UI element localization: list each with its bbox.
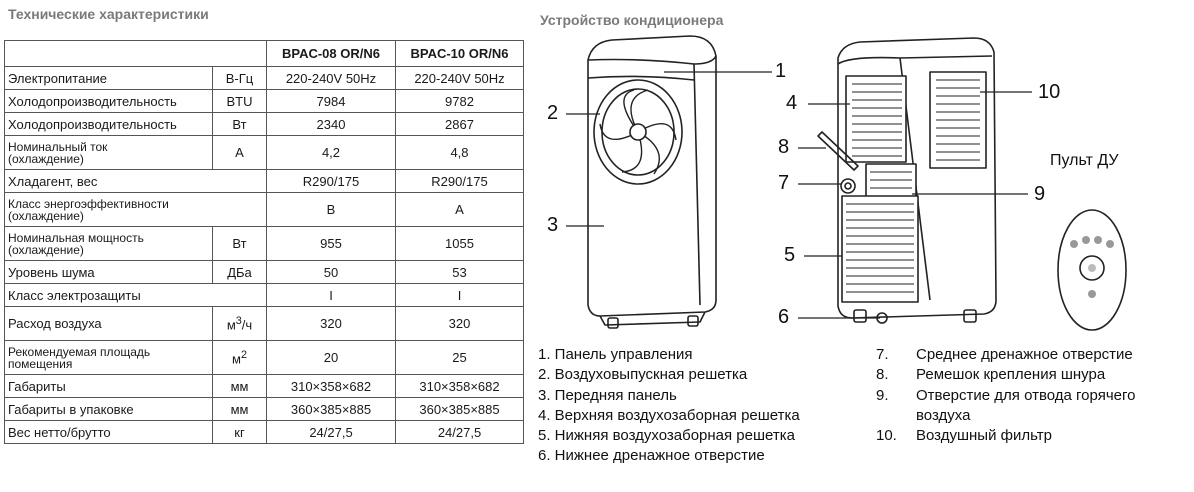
- value-cell: 20: [267, 341, 396, 375]
- callout-5: 5: [784, 244, 796, 266]
- param-cell: Холодопроизводительность: [5, 90, 213, 113]
- callout-10: 10: [1038, 81, 1061, 103]
- value-cell: R290/175: [396, 170, 524, 193]
- param-cell: Электропитание: [5, 67, 213, 90]
- value-cell: 24/27,5: [267, 421, 396, 444]
- legend-num: 10.: [876, 427, 897, 445]
- unit-cell: Вт: [213, 227, 267, 261]
- legend-item: [876, 345, 1135, 365]
- legend-item: 2. Воздуховыпускная решетка: [538, 366, 748, 384]
- unit-sup: 2: [240, 348, 247, 361]
- value-cell: 220-240V 50Hz: [396, 67, 524, 90]
- value-cell: R290/175: [267, 170, 396, 193]
- param-line: Рекомендуемая площадь: [8, 344, 151, 359]
- value-cell: 360×385×885: [267, 398, 396, 421]
- param-cell: Хладагент, вес: [5, 170, 267, 193]
- value-cell: 50: [267, 261, 396, 284]
- param-cell: Вес нетто/брутто: [5, 421, 213, 444]
- param-cell: Уровень шума: [5, 261, 213, 284]
- unit-cell: Вт: [213, 113, 267, 136]
- unit-cell: В-Гц: [213, 67, 267, 90]
- legend-num: 8.: [876, 366, 889, 384]
- param-line: помещения: [8, 356, 73, 371]
- value-cell: 9782: [396, 90, 524, 113]
- remote-drawing: [1058, 210, 1126, 330]
- value-cell: 1055: [396, 227, 524, 261]
- unit-sup: 3: [235, 314, 242, 327]
- value-cell: B: [267, 193, 396, 227]
- param-line: (охлаждение): [8, 242, 84, 257]
- value-cell: 310×358×682: [267, 375, 396, 398]
- legend-num: 7.: [876, 346, 889, 363]
- param-line: Номинальный ток: [8, 139, 108, 154]
- param-line: (охлаждение): [8, 151, 84, 166]
- unit-cell: ДБа: [213, 261, 267, 284]
- unit-cell: мм: [213, 375, 267, 398]
- callout-9: 9: [1034, 183, 1046, 205]
- param-line: Номинальная мощность: [8, 230, 144, 245]
- value-cell: 360×385×885: [396, 398, 524, 421]
- legend-text: Ремешок крепления шнура: [916, 366, 1106, 384]
- value-cell: 2867: [396, 113, 524, 136]
- legend-item: 3. Передняя панель: [538, 386, 677, 404]
- unit-rest: /ч: [241, 317, 253, 333]
- callout-2: 2: [547, 102, 559, 124]
- legend-item: [876, 386, 1135, 406]
- specs-title: Технические характеристики: [8, 6, 209, 22]
- legend-item: 4. Верхняя воздухозаборная решетка: [538, 406, 800, 424]
- callout-3: 3: [547, 214, 559, 236]
- model-header: BPAC-08 OR/N6: [267, 41, 396, 67]
- unit-cell: А: [213, 136, 267, 170]
- callout-7: 7: [778, 172, 790, 194]
- value-cell: 320: [267, 307, 396, 341]
- legend-right: [876, 345, 1135, 446]
- param-line: (охлаждение): [8, 208, 84, 223]
- value-cell: 4,8: [396, 136, 524, 170]
- legend-num: 9.: [876, 386, 889, 404]
- value-cell: 220-240V 50Hz: [267, 67, 396, 90]
- unit-cell: кг: [213, 421, 267, 444]
- legend-item: 5. Нижняя воздухозаборная решетка: [538, 427, 795, 445]
- legend-item: [876, 365, 1135, 385]
- legend-item: 6. Нижнее дренажное отверстие: [538, 447, 765, 465]
- unit-cell: мм: [213, 398, 267, 421]
- legend-text: Среднее дренажное отверстие: [916, 346, 1133, 363]
- legend-item: [876, 406, 1135, 426]
- back-unit-drawing: [818, 38, 996, 323]
- param-cell: Габариты в упаковке: [5, 398, 213, 421]
- param-cell: Расход воздуха: [5, 307, 213, 341]
- value-cell: 955: [267, 227, 396, 261]
- unit-base: м: [226, 317, 236, 333]
- value-cell: 310×358×682: [396, 375, 524, 398]
- param-cell: Холодопроизводительность: [5, 113, 213, 136]
- legend-num: [876, 406, 916, 426]
- unit-base: м: [232, 351, 241, 367]
- value-cell: 7984: [267, 90, 396, 113]
- callout-4: 4: [786, 92, 798, 114]
- unit-cell: BTU: [213, 90, 267, 113]
- value-cell: I: [396, 284, 524, 307]
- model-header: BPAC-10 OR/N6: [396, 41, 524, 67]
- legend-item: 1. Панель управления: [538, 346, 693, 363]
- legend-item: [876, 426, 1135, 446]
- param-cell: Габариты: [5, 375, 213, 398]
- value-cell: 53: [396, 261, 524, 284]
- value-cell: 24/27,5: [396, 421, 524, 444]
- legend-left: [538, 345, 800, 467]
- value-cell: 2340: [267, 113, 396, 136]
- value-cell: I: [267, 284, 396, 307]
- value-cell: 25: [396, 341, 524, 375]
- legend-text: Отверстие для отвода горячего: [916, 386, 1136, 404]
- value-cell: 320: [396, 307, 524, 341]
- device-title: Устройство кондиционера: [540, 12, 724, 28]
- param-line: Класс энергоэффективности: [8, 196, 169, 211]
- value-cell: A: [396, 193, 524, 227]
- remote-label: Пульт ДУ: [1050, 152, 1119, 169]
- legend-text: Воздушный фильтр: [916, 427, 1052, 445]
- callout-6: 6: [778, 306, 790, 328]
- value-cell: 4,2: [267, 136, 396, 170]
- legend-text: воздуха: [916, 406, 971, 424]
- callout-8: 8: [778, 136, 790, 158]
- callout-1: 1: [775, 60, 787, 82]
- param-cell: Класс электрозащиты: [5, 284, 267, 307]
